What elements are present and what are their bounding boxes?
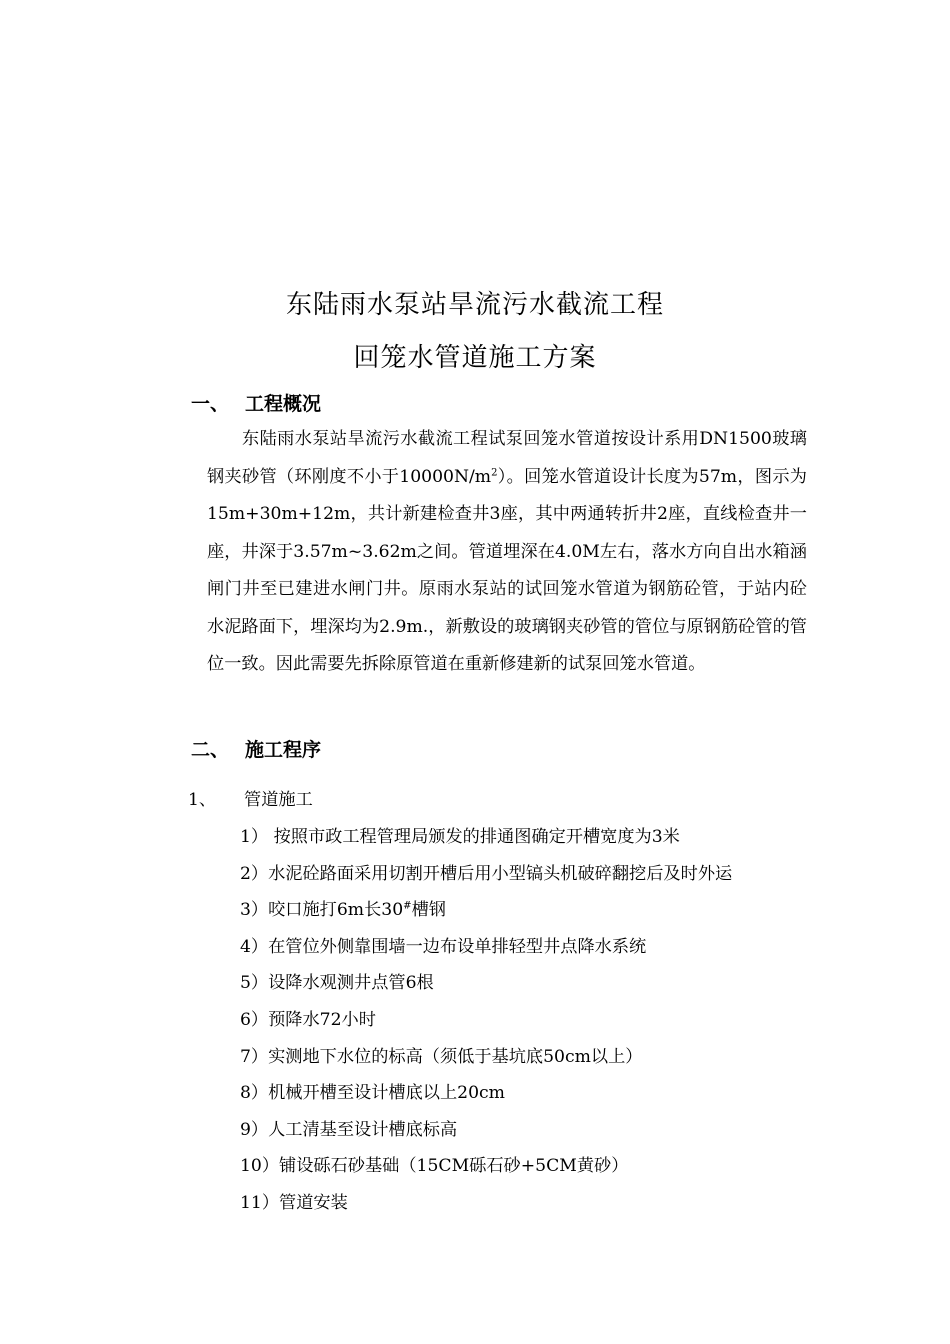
section-title: 施工程序 — [245, 739, 322, 761]
overview-paragraph — [207, 421, 807, 684]
subsection-number: 1、 — [188, 790, 217, 810]
paragraph-text: 东陆雨水泵站旱流污水截流工程试泵回笼水管道按设计系用DN1500玻璃钢夹砂管（环刚度不小于10000N/m — [207, 429, 807, 487]
list-item-text: 3）咬口施打6m长30 — [240, 900, 404, 921]
list-item — [240, 892, 732, 929]
section-heading-procedure — [191, 735, 321, 762]
section-number: 二、 — [191, 739, 230, 761]
subsection-heading-pipe-construction — [188, 785, 313, 810]
list-item: 1） 按照市政工程管理局颁发的排通图确定开槽宽度为3米 — [240, 827, 680, 847]
superscript: # — [403, 900, 412, 912]
paragraph-text: ）。回笼水管道设计长度为57m，图示为15m+30m+12m，共计新建检查井3座，其中两通转折井2座，直线检查井一座，井深于3.57m~3.62m之间。管道埋深在4.0M左右，落水方向自出水箱涵闸门井至已建进水闸门井。原雨水泵站的试回笼水管道为钢筋砼管，于站内砼水泥路面下，埋深均为2.9m.，新敷设的玻璃钢夹砂管的管位与原钢筋砼管的管位一致。因此需要先拆除原管道在重新修建新的试泵回笼水管道。 — [207, 466, 807, 674]
list-item: 11）管道安装 — [240, 1192, 348, 1213]
list-item: 4）在管位外侧靠围墙一边布设单排轻型井点降水系统 — [240, 936, 647, 957]
section-title: 工程概况 — [245, 393, 322, 415]
list-item: 2）水泥砼路面采用切割开槽后用小型镐头机破碎翻挖后及时外运 — [240, 863, 733, 884]
list-item: 7）实测地下水位的标高（须低于基坑底50cm以上） — [240, 1046, 643, 1067]
section-number: 一、 — [191, 393, 230, 415]
procedure-steps-list — [240, 819, 732, 1222]
list-item: 9）人工清基至设计槽底标高 — [240, 1119, 458, 1140]
list-item: 10）铺设砾石砂基础（15CM砾石砂+5CM黄砂） — [240, 1156, 629, 1177]
subsection-title: 管道施工 — [244, 790, 313, 810]
section-heading-overview — [191, 389, 321, 416]
document-subtitle: 回笼水管道施工方案 — [353, 343, 597, 373]
list-item: 6）预降水72小时 — [240, 1009, 376, 1030]
document-title: 东陆雨水泵站旱流污水截流工程 — [285, 290, 664, 320]
list-item-text: 槽钢 — [411, 900, 446, 921]
list-item: 5）设降水观测井点管6根 — [240, 973, 434, 994]
list-item: 8）机械开槽至设计槽底以上20cm — [240, 1083, 505, 1104]
superscript: 2 — [491, 466, 498, 478]
